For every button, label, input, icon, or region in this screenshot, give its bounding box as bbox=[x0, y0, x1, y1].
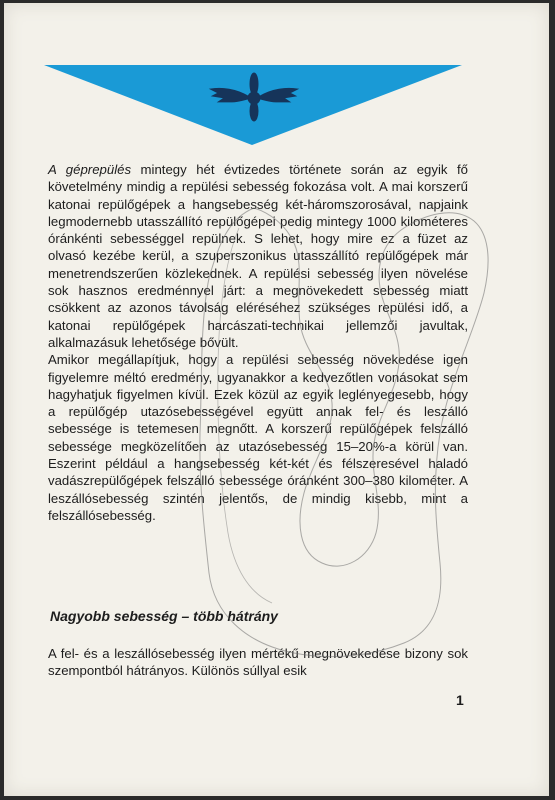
intro-paragraph-1 bbox=[48, 161, 468, 351]
section-paragraph: A fel- és a leszállósebesség ilyen mértékű megnövekedése bizony sok szempontból hátrányos. Különös súllyal esik bbox=[48, 646, 468, 679]
document-page bbox=[4, 3, 549, 796]
intro-paragraph-1-rest: mintegy hét évtizedes története során az egyik fő követelmény mindig a repülési sebesség fokozása volt. A mai korszerű katonai repülőgépek a hangsebesség két-háromszorosával, napjaink legmodernebb utasszállító repülőgépei pedig mintegy 1000 kilométeres óránkénti sebességgel repülnek. S lehet, hogy mire ez a füzet az olvasó kezébe kerül, a szuperszonikus utasszállító repülőgépek már menetrendszerűen közlekednek. A repülési sebesség ilyen növelése sok hasznos eredménnyel járt: a megnövekedett sebesség miatt csökkent az azonos távolság eléréséhez szükséges repülési idő, a katonai repülőgépek harcászati-technikai jellemzői javultak, alkalmazásuk lehetősége bővült. bbox=[48, 162, 468, 350]
intro-lead-italic: A géprepülés bbox=[48, 162, 132, 177]
section-heading: Nagyobb sebesség – több hátrány bbox=[50, 608, 278, 624]
winged-propeller-icon bbox=[4, 3, 549, 148]
page-number: 1 bbox=[456, 692, 464, 708]
intro-paragraph-2: Amikor megállapítjuk, hogy a repülési sebesség növekedése igen figyelemre méltó eredmény, ugyanakkor a kedvezőtlen vonásokat sem hagyhatjuk figyelmen kívül. Ezek közül az egyik leglényegesebb, hogy a repülőgép utazósebességével együtt annak fel- és leszálló sebessége is tetemesen megnőtt. A korszerű repülőgépek felszálló sebessége megközelítően az utazósebesség 15–20%-a körül van. Eszerint például a hangsebesség két-két és félszeresével haladó vadászrepülőgépek felszálló sebessége óránként 300–380 kilométer. A leszállósebesség szintén jelentős, de mindig kisebb, mint a felszállósebesség. bbox=[48, 352, 468, 523]
intro-text bbox=[48, 161, 468, 524]
